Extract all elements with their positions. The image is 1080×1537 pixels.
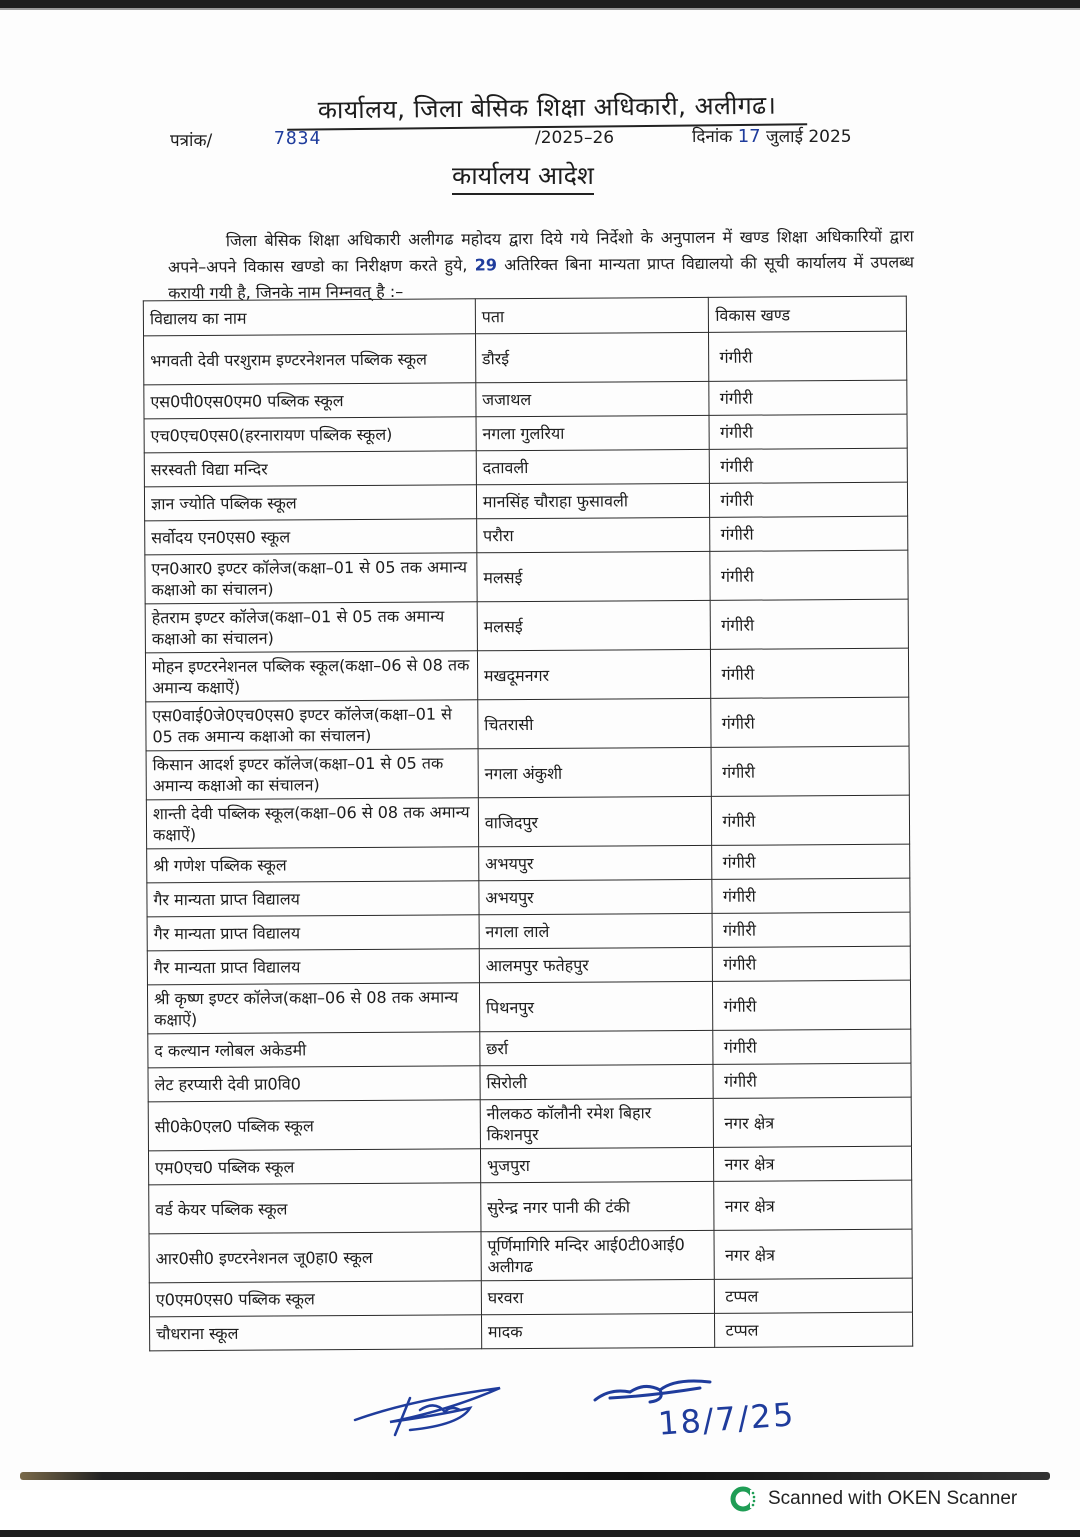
block-cell: गंगीरी	[710, 516, 908, 551]
address-cell: पूर्णिमागिरि मन्दिर आई0टी0आई0 अलीगढ	[481, 1230, 715, 1280]
school-name-cell: हेतराम इण्टर कॉलेज(कक्षा–01 से 05 तक अमान्य कक्षाओ का संचालन)	[145, 602, 477, 653]
table-row	[145, 550, 908, 604]
block-cell: गंगीरी	[713, 1029, 911, 1064]
block-cell: टप्पल	[715, 1312, 913, 1347]
address-cell: नगला अंकुशी	[478, 747, 712, 797]
school-name-cell: सर्वोदय एन0एस0 स्कूल	[145, 519, 477, 555]
header-address: पता	[475, 297, 709, 333]
scanner-watermark	[728, 1484, 1017, 1514]
block-cell: नगर क्षेत्र	[714, 1146, 912, 1181]
table-row	[149, 1278, 912, 1317]
block-cell: गंगीरी	[711, 599, 909, 649]
school-name-cell: एन0आर0 इण्टर कॉलेज(कक्षा–01 से 05 तक अमान्य कक्षाओ का संचालन)	[145, 553, 477, 604]
signatures-area	[340, 1370, 820, 1450]
table-row	[144, 482, 907, 521]
address-cell: वाजिदपुर	[478, 796, 712, 846]
table-row	[145, 648, 908, 702]
school-name-cell: द कल्यान ग्लोबल अकेडमी	[148, 1032, 480, 1068]
block-cell: नगर क्षेत्र	[714, 1097, 912, 1147]
address-cell: मलसई	[477, 551, 711, 601]
order-title: कार्यालय आदेश	[452, 158, 594, 195]
table-row	[147, 844, 910, 883]
intro-text-part2: अतिरिक्त बिना मान्यता प्राप्त विद्यालयो की सूची कार्यालय में उपलब्ध करायी गयी है, जिनके नाम निम्नवत् है :–	[168, 252, 915, 303]
table-row	[148, 1146, 911, 1185]
address-cell: चितरासी	[478, 698, 712, 748]
table-row	[147, 980, 910, 1034]
scan-page-edge	[20, 1472, 1050, 1480]
school-name-cell: किसान आदर्श इण्टर कॉलेज(कक्षा–01 से 05 तक अमान्य कक्षाओ का संचालन)	[146, 749, 478, 800]
table-row	[148, 1097, 911, 1151]
address-cell: जजाथल	[476, 381, 710, 416]
school-name-cell: मोहन इण्टरनेशनल पब्लिक स्कूल(कक्षा–06 से 08 तक अमान्य कक्षाऐं)	[145, 651, 477, 702]
address-cell: भुजपुरा	[480, 1147, 714, 1182]
table-row	[145, 516, 908, 555]
address-cell: मलसई	[477, 600, 711, 650]
date-day-handwritten: 17	[737, 126, 761, 147]
table-row	[147, 912, 910, 951]
address-cell: मादक	[481, 1313, 715, 1348]
table-row	[144, 448, 907, 487]
school-name-cell: एच0एच0एस0(हरनारायण पब्लिक स्कूल)	[144, 417, 476, 453]
block-cell: गंगीरी	[710, 482, 908, 517]
block-cell: गंगीरी	[713, 946, 911, 981]
signature-date-handwritten: 18/7/25	[656, 1395, 797, 1443]
school-name-cell: एम0एच0 पब्लिक स्कूल	[148, 1149, 480, 1185]
intro-text-part1: जिला बेसिक शिक्षा अधिकारी अलीगढ महोदय द्वारा दिये गये निर्देशो के अनुपालन में खण्ड शिक्षा अधिकारियों द्वारा अपने–अपने विकास खण्डो का निरीक्षण करते हुये,	[167, 226, 914, 277]
address-cell: घरवरा	[481, 1279, 715, 1314]
table-row	[149, 1229, 912, 1283]
school-name-cell: आर0सी0 इण्टरनेशनल जू0हा0 स्कूल	[149, 1232, 481, 1283]
address-cell: नगला लाले	[479, 913, 713, 948]
intro-count-handwritten: 29	[474, 255, 498, 275]
scanned-document-page	[0, 10, 1080, 1490]
office-title: कार्यालय, जिला बेसिक शिक्षा अधिकारी, अलीगढ।	[287, 87, 807, 130]
table-row	[150, 1312, 913, 1351]
block-cell: गंगीरी	[712, 746, 910, 796]
address-cell: आलमपुर फतेहपुर	[479, 947, 713, 982]
block-cell: गंगीरी	[712, 795, 910, 845]
school-name-cell: लेट हरप्यारी देवी प्रा0वि0	[148, 1066, 480, 1102]
address-cell: पिथनपुर	[479, 981, 713, 1031]
school-name-cell: एस0पी0एस0एम0 पब्लिक स्कूल	[144, 383, 476, 419]
block-cell: गंगीरी	[711, 648, 909, 698]
school-name-cell: शान्ती देवी पब्लिक स्कूल(कक्षा–06 से 08 तक अमान्य कक्षाऐं)	[146, 798, 478, 849]
school-name-cell: गैर मान्यता प्राप्त विद्यालय	[147, 949, 479, 985]
block-cell: नगर क्षेत्र	[714, 1180, 912, 1230]
block-cell: गंगीरी	[710, 448, 908, 483]
reference-year: /2025–26	[535, 128, 615, 148]
bottom-bar	[0, 1530, 1080, 1537]
school-name-cell: चौधराना स्कूल	[150, 1315, 482, 1351]
top-status-bar	[0, 0, 1080, 10]
block-cell: गंगीरी	[709, 331, 907, 381]
school-name-cell: श्री गणेश पब्लिक स्कूल	[147, 847, 479, 883]
block-cell: गंगीरी	[712, 878, 910, 913]
school-name-cell: ए0एम0एस0 पब्लिक स्कूल	[149, 1281, 481, 1317]
school-name-cell: गैर मान्यता प्राप्त विद्यालय	[147, 881, 479, 917]
table-row	[146, 697, 909, 751]
table-body	[144, 331, 913, 1351]
school-name-cell: एस0वाई0जे0एच0एस0 इण्टर कॉलेज(कक्षा–01 से 05 तक अमान्य कक्षाओ का संचालन)	[146, 700, 478, 751]
table-row	[148, 1063, 911, 1102]
address-cell: अभयपुर	[479, 845, 713, 880]
block-cell: गंगीरी	[713, 1063, 911, 1098]
block-cell: नगर क्षेत्र	[714, 1229, 912, 1279]
school-name-cell: गैर मान्यता प्राप्त विद्यालय	[147, 915, 479, 951]
address-cell: छर्रा	[480, 1030, 714, 1065]
table-row	[149, 1180, 912, 1234]
school-name-cell: सरस्वती विद्या मन्दिर	[144, 451, 476, 487]
school-name-cell: सी0के0एल0 पब्लिक स्कूल	[148, 1100, 480, 1151]
address-cell: दतावली	[476, 449, 710, 484]
table-row	[147, 946, 910, 985]
school-name-cell: वर्ड केयर पब्लिक स्कूल	[149, 1183, 481, 1234]
address-cell: मखदूमनगर	[477, 649, 711, 699]
block-cell: गंगीरी	[709, 380, 907, 415]
school-name-cell: भगवती देवी परशुराम इण्टरनेशनल पब्लिक स्कूल	[144, 334, 476, 385]
block-cell: गंगीरी	[709, 414, 907, 449]
date-label: दिनांक	[692, 127, 733, 147]
oken-scanner-logo-icon	[728, 1484, 758, 1514]
intro-paragraph	[168, 223, 915, 306]
date-month-year: जुलाई 2025	[766, 127, 852, 147]
table-header-row	[143, 296, 906, 336]
address-cell: नगला गुलरिया	[476, 415, 710, 450]
table-row	[148, 1029, 911, 1068]
address-cell: सिरोली	[480, 1064, 714, 1099]
address-cell: मानसिंह चौराहा फुसावली	[476, 483, 710, 518]
unrecognized-schools-table	[143, 296, 913, 1352]
address-cell: नीलकठ कॉलौनी रमेश बिहार किशनपुर	[480, 1098, 714, 1148]
table-row	[146, 795, 909, 849]
block-cell: गंगीरी	[711, 697, 909, 747]
table-row	[147, 878, 910, 917]
block-cell: गंगीरी	[710, 550, 908, 600]
scanner-text: Scanned with OKEN Scanner	[768, 1488, 1018, 1509]
table-row	[145, 599, 908, 653]
address-cell: सुरेन्द्र नगर पानी की टंकी	[481, 1181, 715, 1231]
block-cell: गंगीरी	[713, 980, 911, 1030]
reference-label: पत्रांक/	[170, 131, 213, 151]
table-row	[144, 331, 907, 385]
address-cell: परौरा	[476, 517, 710, 552]
table-row	[144, 414, 907, 453]
block-cell: टप्पल	[715, 1278, 913, 1313]
address-cell: डौरई	[475, 332, 709, 382]
document-date	[692, 124, 852, 147]
address-cell: अभयपुर	[479, 879, 713, 914]
school-name-cell: श्री कृष्ण इण्टर कॉलेज(कक्षा–06 से 08 तक अमान्य कक्षाऐं)	[147, 983, 479, 1034]
block-cell: गंगीरी	[712, 844, 910, 879]
school-name-cell: ज्ञान ज्योति पब्लिक स्कूल	[144, 485, 476, 521]
block-cell: गंगीरी	[713, 912, 911, 947]
reference-number: 7834	[274, 128, 322, 149]
header-school-name: विद्यालय का नाम	[143, 299, 475, 336]
table-row	[144, 380, 907, 419]
table-row	[146, 746, 909, 800]
header-block: विकास खण्ड	[709, 296, 907, 332]
signature-left-icon	[350, 1380, 510, 1440]
